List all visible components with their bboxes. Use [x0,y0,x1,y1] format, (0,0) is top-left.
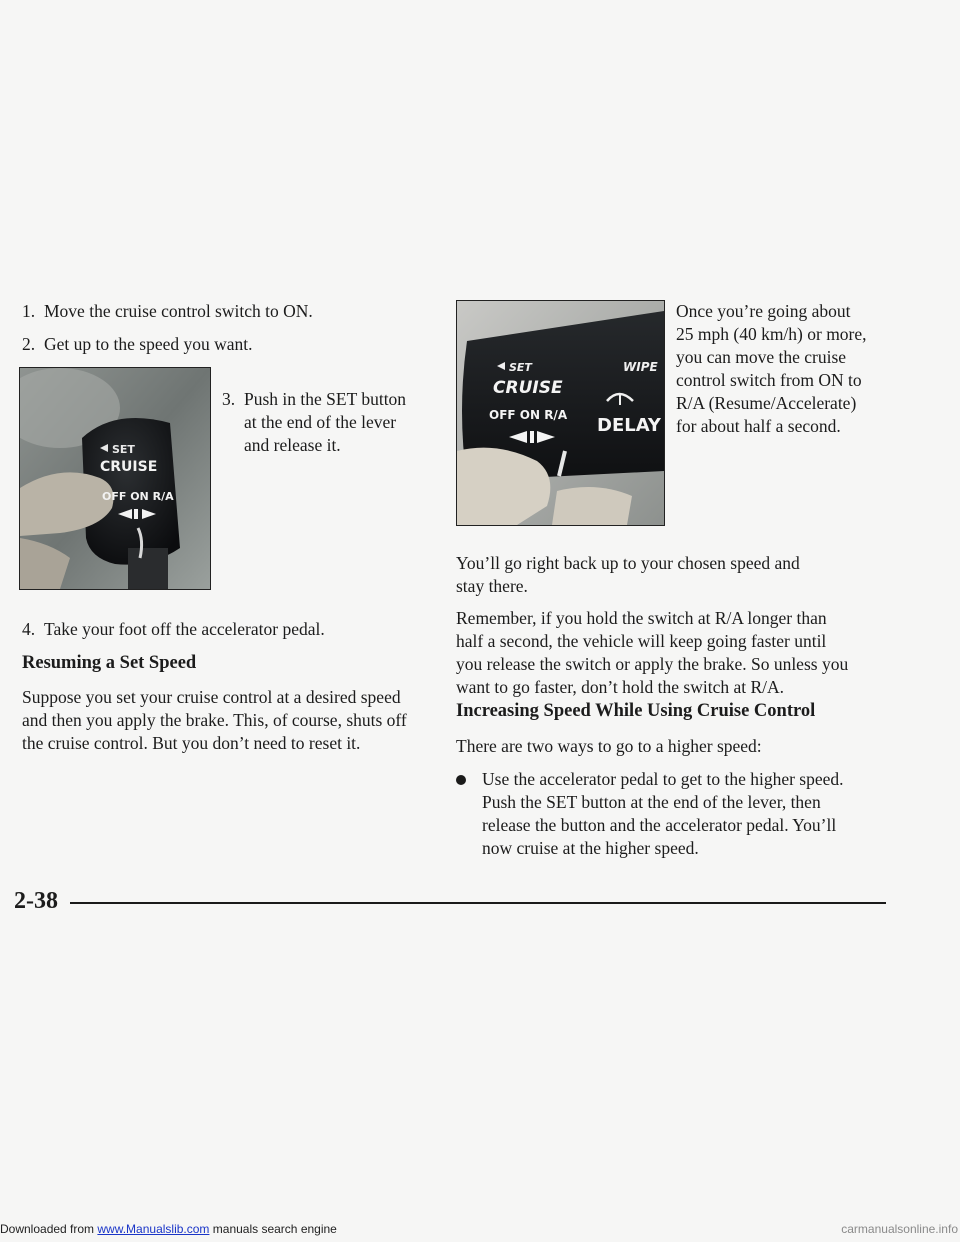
increasing-heading: Increasing Speed While Using Cruise Control [456,701,816,721]
remember-paragraph [456,607,848,699]
wiper-label: WIPE [623,360,658,374]
paragraph-line: Use the accelerator pedal to get to the higher speed. [482,769,844,789]
delay-label: DELAY [597,415,661,436]
bullet-icon [456,775,466,785]
cruise-label: CRUISE [493,378,563,398]
paragraph-line: the cruise control. But you don’t need to reset it. [22,733,361,753]
step-text: Get up to the speed you want. [44,334,253,354]
paragraph-line: You’ll go right back up to your chosen speed and [456,553,800,573]
paragraph-line: want to go faster, don’t hold the switch at R/A. [456,677,785,697]
set-label: SET [112,443,135,456]
bullet-item [456,768,896,863]
paragraph-line: 25 mph (40 km/h) or more, [676,324,867,344]
step-4 [22,618,422,642]
step-text: Take your foot off the accelerator pedal. [44,619,325,639]
step-text [244,388,406,457]
increasing-intro: There are two ways to go to a higher speed: [456,736,762,756]
footer-suffix: manuals search engine [209,1222,337,1236]
step-line: Push in the SET button [244,389,407,409]
resuming-heading: Resuming a Set Speed [22,653,197,673]
paragraph-line: you can move the cruise [676,347,847,367]
page-number: 2-38 [14,888,58,914]
paragraph-line: you release the switch or apply the brake. So unless you [456,654,849,674]
paragraph-line: Push the SET button at the end of the lever, then [482,792,821,812]
switch-positions-label: OFF ON R/A [489,408,568,422]
step-number: 2. [22,334,36,354]
paragraph-line: Suppose you set your cruise control at a desired speed [22,687,401,707]
step-2 [22,333,422,357]
resuming-paragraph [22,686,407,755]
paragraph-line: stay there. [456,576,528,596]
step-number: 4. [22,619,36,639]
paragraph-line: Remember, if you hold the switch at R/A longer than [456,608,827,628]
manualslib-link[interactable]: www.Manualslib.com [97,1222,210,1236]
paragraph-line: now cruise at the higher speed. [482,838,699,858]
step-line: and release it. [244,435,341,455]
switch-positions-label: OFF ON R/A [102,490,174,503]
paragraph-line: R/A (Resume/Accelerate) [676,393,857,413]
cruise-wiper-lever-photo [456,300,665,526]
paragraph-line: Once you’re going about [676,301,851,321]
cruise-lever-photo [19,367,211,590]
bullet-text [482,768,844,860]
step-3 [222,388,422,463]
watermark-footer: carmanualsonline.info [841,1222,958,1236]
step-1 [22,300,422,324]
paragraph-line: half a second, the vehicle will keep going faster until [456,631,827,651]
go-back-paragraph [456,552,800,598]
page-rule [70,902,886,904]
set-label: SET [509,361,532,374]
step-line: at the end of the lever [244,412,397,432]
cruise-label: CRUISE [100,459,158,475]
paragraph-line: and then you apply the brake. This, of course, shuts off [22,710,407,730]
step-number: 3. [222,389,236,409]
cruise-wiper-illustration [457,301,664,525]
paragraph-line: release the button and the accelerator pedal. You’ll [482,815,837,835]
download-footer [0,1222,337,1236]
cruise-lever-illustration [20,368,210,589]
paragraph-line: for about half a second. [676,416,841,436]
footer-prefix: Downloaded from [0,1222,98,1236]
step-number: 1. [22,301,36,321]
paragraph-line: control switch from ON to [676,370,862,390]
step-text: Move the cruise control switch to ON. [44,301,313,321]
once-paragraph [676,300,867,438]
